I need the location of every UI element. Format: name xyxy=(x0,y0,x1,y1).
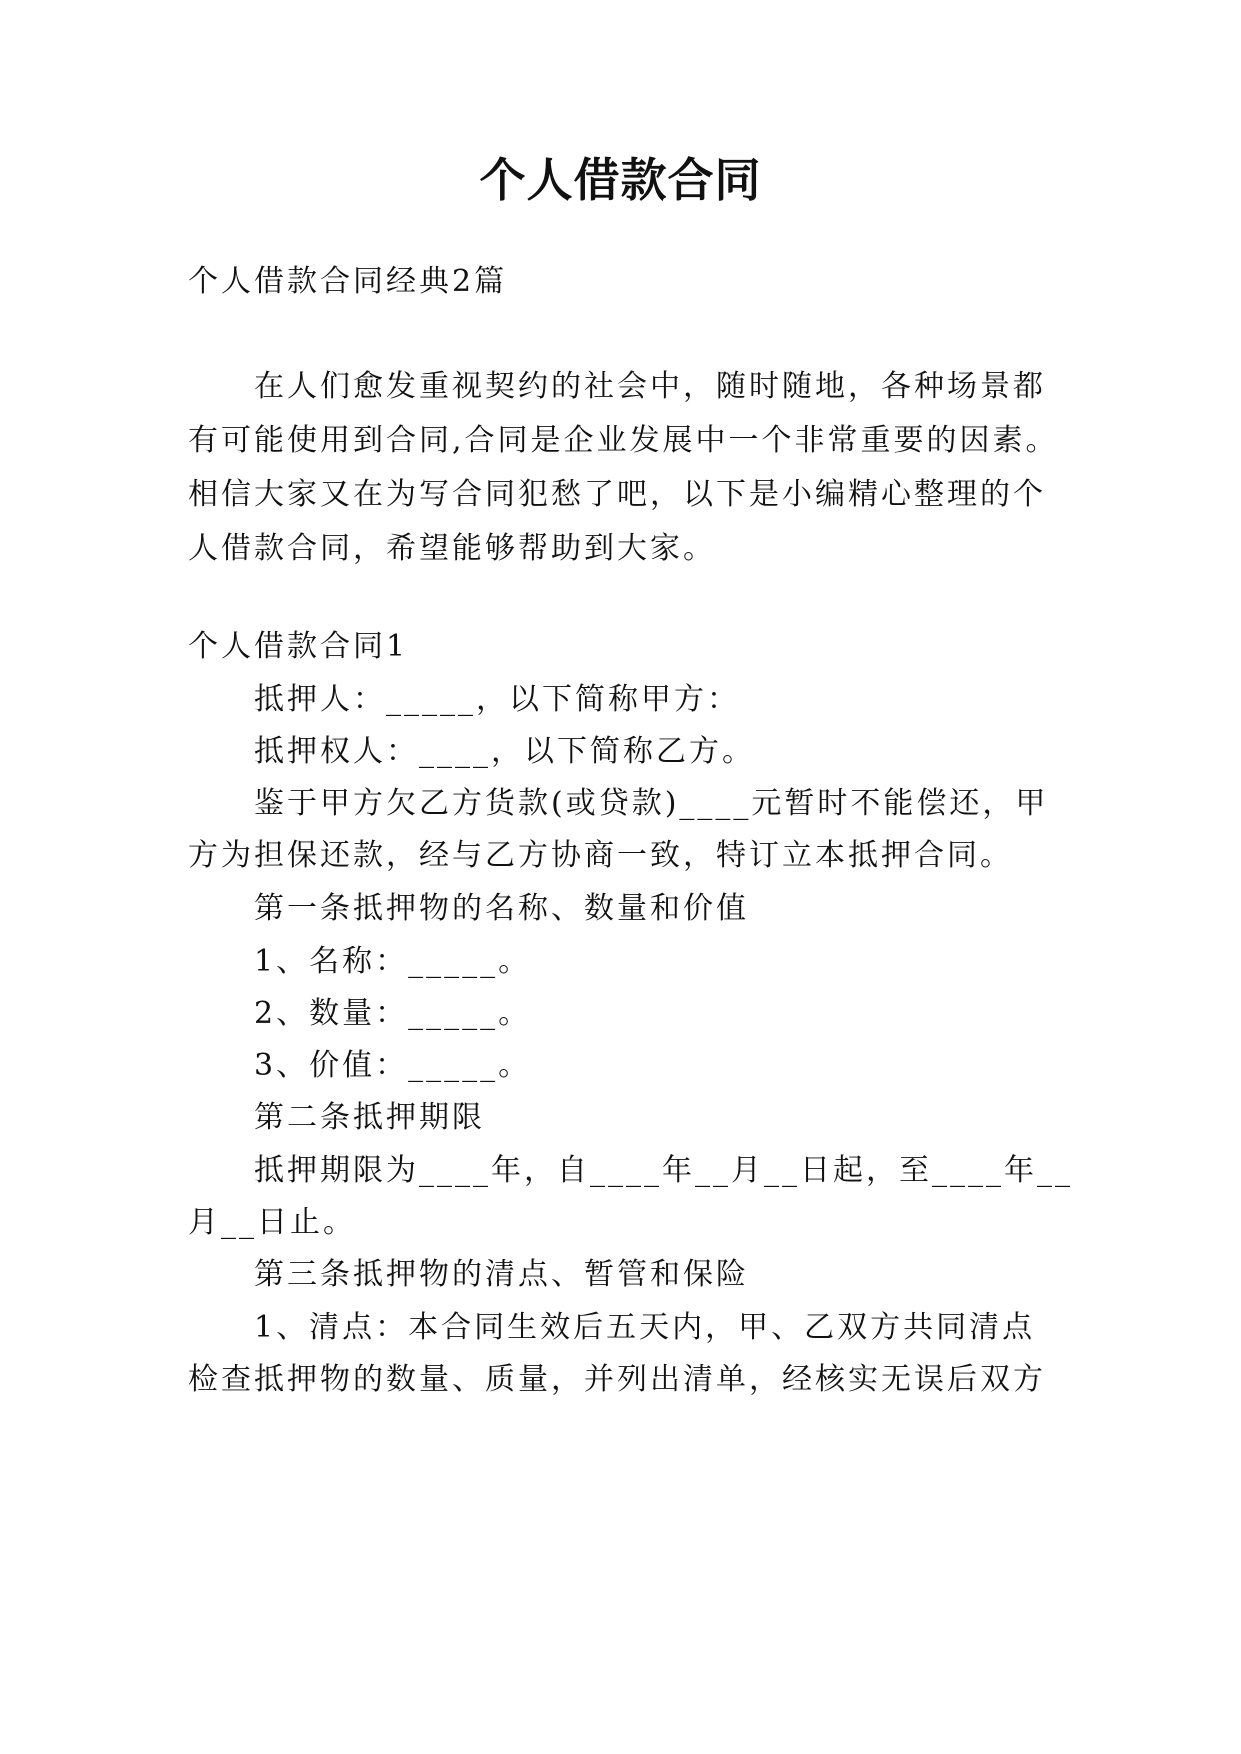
article-2-term: 抵押期限为____年，自____年__月__日起，至____年__ xyxy=(254,1153,1073,1188)
section-heading: 个人借款合同1 xyxy=(188,629,409,664)
body-line-whereas: 鉴于甲方欠乙方货款(或贷款)____元暂时不能偿还，甲 xyxy=(254,786,1049,821)
article-1-item-2: 2、数量：_____。 xyxy=(254,996,532,1031)
body-line-whereas-cont: 方为担保还款，经与乙方协商一致，特订立本抵押合同。 xyxy=(188,838,1013,873)
article-3-item-1: 1、清点：本合同生效后五天内，甲、乙双方共同清点 xyxy=(254,1310,1036,1345)
article-3-heading: 第三条抵押物的清点、暂管和保险 xyxy=(254,1257,749,1292)
article-3-item-1-cont: 检查抵押物的数量、质量，并列出清单，经核实无误后双方 xyxy=(188,1362,1046,1397)
body-line-mortgagee: 抵押权人：____，以下简称乙方。 xyxy=(254,734,755,769)
intro-line-1: 在人们愈发重视契约的社会中，随时随地，各种场景都 xyxy=(254,369,1046,404)
body-line-mortgagor: 抵押人：_____，以下简称甲方： xyxy=(254,682,740,717)
article-2-heading: 第二条抵押期限 xyxy=(254,1100,485,1135)
article-1-item-1: 1、名称：_____。 xyxy=(254,944,532,979)
article-1-heading: 第一条抵押物的名称、数量和价值 xyxy=(254,891,749,926)
article-1-item-3: 3、价值：_____。 xyxy=(254,1048,532,1083)
intro-line-3: 相信大家又在为写合同犯愁了吧，以下是小编精心整理的个 xyxy=(188,477,1046,512)
article-2-term-cont: 月__日止。 xyxy=(188,1205,356,1240)
intro-line-4: 人借款合同，希望能够帮助到大家。 xyxy=(188,531,716,566)
document-title: 个人借款合同 xyxy=(479,153,762,207)
document-subtitle: 个人借款合同经典2篇 xyxy=(188,264,508,299)
intro-line-2: 有可能使用到合同,合同是企业发展中一个非常重要的因素。 xyxy=(188,423,1059,458)
